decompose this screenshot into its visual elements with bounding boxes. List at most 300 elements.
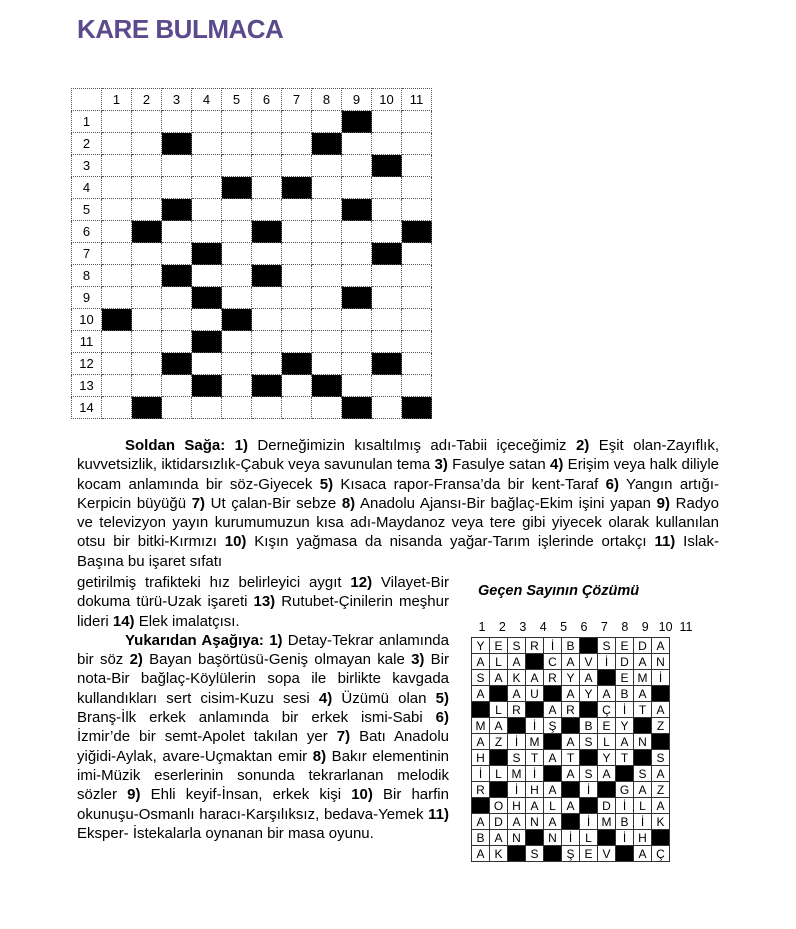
solution-row [472,670,670,686]
solution-letter: A [580,670,598,686]
grid-cell[interactable] [222,199,252,221]
solution-column-numbers [471,620,711,634]
solution-letter: İ [598,654,616,670]
grid-cell[interactable] [282,133,312,155]
solution-black-cell [544,734,562,750]
solution-letter: A [508,686,526,702]
grid-cell[interactable] [192,199,222,221]
grid-corner [72,89,102,111]
grid-cell[interactable] [132,199,162,221]
grid-cell[interactable] [282,265,312,287]
solution-letter: A [544,782,562,798]
solution-letter: E [616,670,634,686]
grid-cell[interactable] [102,177,132,199]
grid-cell[interactable] [252,199,282,221]
black-cell [162,199,192,221]
grid-row [72,375,432,397]
solution-black-cell [562,782,580,798]
column-number: 9 [342,89,372,111]
solution-letter: Z [652,718,670,734]
grid-cell[interactable] [222,287,252,309]
grid-cell[interactable] [312,397,342,419]
solution-letter: A [490,830,508,846]
grid-row [72,309,432,331]
grid-cell[interactable] [312,265,342,287]
grid-cell[interactable] [192,111,222,133]
solution-letter: M [472,718,490,734]
grid-cell[interactable] [132,111,162,133]
grid-cell[interactable] [222,375,252,397]
grid-cell[interactable] [162,309,192,331]
solution-row [472,638,670,654]
clue-number: 10) [351,786,373,804]
solution-letter: N [544,830,562,846]
grid-cell[interactable] [102,375,132,397]
grid-cell[interactable] [132,287,162,309]
solution-letter: L [598,734,616,750]
grid-cell[interactable] [372,309,402,331]
grid-cell[interactable] [162,177,192,199]
solution-letter: İ [544,638,562,654]
black-cell [402,397,432,419]
grid-cell[interactable] [282,287,312,309]
grid-cell[interactable] [372,397,402,419]
black-cell [372,353,402,375]
solution-letter: H [526,782,544,798]
solution-letter: A [508,814,526,830]
solution-letter: İ [634,814,652,830]
grid-cell[interactable] [222,397,252,419]
grid-cell[interactable] [402,133,432,155]
solution-letter: R [526,638,544,654]
column-number: 10 [372,89,402,111]
grid-cell[interactable] [102,133,132,155]
black-cell [282,177,312,199]
grid-cell[interactable] [312,331,342,353]
grid-cell[interactable] [282,111,312,133]
solution-letter: G [616,782,634,798]
solution-black-cell [508,718,526,734]
grid-cell[interactable] [312,243,342,265]
solution-letter: A [616,734,634,750]
grid-cell[interactable] [102,397,132,419]
black-cell [192,375,222,397]
solution-letter: A [634,654,652,670]
solution-row [472,782,670,798]
grid-cell[interactable] [102,111,132,133]
clue-text: Üzümü olan [332,689,436,707]
solution-letter: S [580,734,598,750]
grid-cell[interactable] [312,309,342,331]
grid-cell[interactable] [132,133,162,155]
black-cell [192,287,222,309]
grid-cell[interactable] [372,199,402,221]
grid-cell[interactable] [162,397,192,419]
solution-letter: L [490,766,508,782]
clue-text: Bir nota-Bir bağlaç-Köylülerin sopa ile birlikte kavgada kullandıkları sert cisim-Kuzu sesi [77,651,450,707]
solution-letter: A [652,798,670,814]
grid-cell[interactable] [252,397,282,419]
grid-cell[interactable] [252,177,282,199]
row-number: 2 [72,133,102,155]
clue-number: 1) [269,631,283,649]
grid-cell[interactable] [192,353,222,375]
black-cell [132,397,162,419]
solution-row [472,686,670,702]
grid-cell[interactable] [222,353,252,375]
grid-cell[interactable] [372,375,402,397]
grid-cell[interactable] [342,331,372,353]
solution-letter: A [472,654,490,670]
grid-cell[interactable] [312,155,342,177]
grid-cell[interactable] [282,397,312,419]
grid-cell[interactable] [372,111,402,133]
solution-letter: A [490,670,508,686]
solution-letter: İ [508,782,526,798]
solution-letter: H [508,798,526,814]
grid-cell[interactable] [282,331,312,353]
clue-number: 7) [191,494,206,512]
solution-letter: E [616,638,634,654]
solution-column-number: 3 [519,620,527,634]
grid-cell[interactable] [222,221,252,243]
grid-cell[interactable] [282,199,312,221]
solution-letter: Ş [562,846,580,862]
grid-row [72,243,432,265]
clue-number: 5) [319,475,334,493]
down-heading: Yukarıdan Aşağıya: [125,631,264,649]
solution-black-cell [580,750,598,766]
grid-cell[interactable] [132,353,162,375]
solution-letter: S [526,846,544,862]
grid-cell[interactable] [162,243,192,265]
solution-letter: B [562,638,580,654]
clue-text: Kısaca rapor-Fransa’da bir kent-Taraf [333,475,606,493]
solution-row [472,766,670,782]
grid-cell[interactable] [402,199,432,221]
solution-column-number: 5 [560,620,568,634]
grid-cell[interactable] [402,111,432,133]
solution-letter: M [598,814,616,830]
grid-cell[interactable] [192,265,222,287]
solution-letter: H [634,830,652,846]
grid-cell[interactable] [132,177,162,199]
black-cell [252,265,282,287]
grid-cell[interactable] [252,287,282,309]
grid-cell[interactable] [342,309,372,331]
black-cell [132,221,162,243]
solution-letter: A [598,686,616,702]
grid-cell[interactable] [132,155,162,177]
grid-cell[interactable] [102,265,132,287]
grid-cell[interactable] [342,353,372,375]
solution-letter: Z [490,734,508,750]
solution-black-cell [526,830,544,846]
solution-letter: M [634,670,652,686]
solution-row [472,702,670,718]
solution-letter: T [634,702,652,718]
solution-black-cell [472,702,490,718]
solution-black-cell [580,798,598,814]
grid-cell[interactable] [132,265,162,287]
clue-number: 2) [129,651,143,669]
grid-cell[interactable] [282,309,312,331]
grid-cell[interactable] [222,331,252,353]
solution-row [472,846,670,862]
grid-cell[interactable] [162,375,192,397]
solution-letter: T [616,750,634,766]
grid-cell[interactable] [402,243,432,265]
solution-letter: R [472,782,490,798]
grid-cell[interactable] [222,111,252,133]
grid-cell[interactable] [132,331,162,353]
grid-cell[interactable] [192,155,222,177]
grid-cell[interactable] [162,331,192,353]
grid-cell[interactable] [102,199,132,221]
clue-text: Eksper- İstekalarla oynanan bir masa oyunu. [77,824,374,842]
grid-row [72,397,432,419]
grid-cell[interactable] [132,309,162,331]
grid-cell[interactable] [402,177,432,199]
solution-letter: A [652,702,670,718]
grid-cell[interactable] [372,133,402,155]
grid-cell[interactable] [402,265,432,287]
grid-cell[interactable] [372,287,402,309]
grid-cell[interactable] [312,353,342,375]
solution-letter: K [508,670,526,686]
grid-cell[interactable] [342,155,372,177]
grid-row [72,331,432,353]
solution-letter: K [490,846,508,862]
clue-number: 6) [435,709,449,727]
row-number: 11 [72,331,102,353]
grid-cell[interactable] [162,221,192,243]
clue-text: Detay-Tekrar anlamında bir söz [77,631,449,669]
column-number: 8 [312,89,342,111]
grid-cell[interactable] [342,177,372,199]
row-number: 12 [72,353,102,375]
grid-cell[interactable] [102,221,132,243]
solution-letter: A [544,814,562,830]
solution-letter: U [526,686,544,702]
clue-number: 12) [350,574,373,591]
grid-cell[interactable] [162,111,192,133]
grid-cell[interactable] [132,375,162,397]
grid-cell[interactable] [102,353,132,375]
grid-cell[interactable] [282,221,312,243]
solution-letter: D [616,654,634,670]
solution-letter: Y [598,750,616,766]
column-number: 7 [282,89,312,111]
clue-number: 10) [224,533,247,551]
solution-letter: İ [616,798,634,814]
solution-letter: B [616,686,634,702]
grid-cell[interactable] [282,243,312,265]
across-clue-list-continued [77,574,449,630]
clue-number: 4) [550,456,564,474]
solution-row [472,734,670,750]
grid-cell[interactable] [222,155,252,177]
grid-row [72,265,432,287]
grid-cell[interactable] [372,177,402,199]
solution-letter: İ [472,766,490,782]
grid-cell[interactable] [312,199,342,221]
grid-cell[interactable] [222,133,252,155]
grid-cell[interactable] [312,111,342,133]
solution-black-cell [490,750,508,766]
grid-cell[interactable] [312,221,342,243]
solution-letter: D [598,798,616,814]
solution-letter: B [616,814,634,830]
grid-cell[interactable] [162,287,192,309]
grid-cell[interactable] [312,287,342,309]
row-number: 8 [72,265,102,287]
column-number: 1 [102,89,132,111]
solution-black-cell [544,846,562,862]
solution-letter: İ [616,830,634,846]
row-number: 10 [72,309,102,331]
grid-cell[interactable] [252,155,282,177]
clue-number: 13) [253,593,276,611]
grid-cell[interactable] [162,155,192,177]
column-number: 2 [132,89,162,111]
grid-cell[interactable] [372,331,402,353]
grid-cell[interactable] [252,353,282,375]
crossword-grid [71,88,432,419]
solution-letter: İ [526,718,544,734]
clue-number: 2) [575,437,590,454]
clue-number: 5) [435,689,450,707]
solution-column-number: 10 [658,620,673,634]
solution-letter: İ [562,830,580,846]
solution-black-cell [652,734,670,750]
row-number: 9 [72,287,102,309]
grid-cell[interactable] [192,397,222,419]
black-cell [102,309,132,331]
solution-black-cell [616,766,634,782]
clue-number: 8) [312,747,327,765]
grid-cell[interactable] [102,243,132,265]
grid-cell[interactable] [402,331,432,353]
grid-cell[interactable] [222,265,252,287]
clue-text: Batı Anadolu yiğidi-Aylak, avare-Uçmaktan emir [77,728,449,765]
solution-black-cell [634,750,652,766]
clue-text: Bayan başörtüsü-Geniş olmayan kale [142,651,412,669]
solution-letter: A [634,846,652,862]
clue-number: 3) [434,456,448,474]
solution-letter: İ [580,782,598,798]
grid-cell[interactable] [402,353,432,375]
grid-cell[interactable] [342,375,372,397]
grid-cell[interactable] [372,265,402,287]
grid-cell[interactable] [342,133,372,155]
row-number: 13 [72,375,102,397]
grid-row [72,353,432,375]
grid-cell[interactable] [252,309,282,331]
solution-letter: S [472,670,490,686]
solution-row [472,814,670,830]
solution-column-number: 7 [600,620,608,634]
grid-cell[interactable] [192,177,222,199]
grid-cell[interactable] [402,287,432,309]
solution-letter: D [490,814,508,830]
clue-number: 7) [336,728,351,746]
grid-cell[interactable] [402,155,432,177]
solution-letter: İ [652,670,670,686]
solution-letter: T [562,750,580,766]
grid-cell[interactable] [372,221,402,243]
solution-letter: İ [616,702,634,718]
black-cell [252,221,282,243]
grid-cell[interactable] [132,243,162,265]
clue-text: Erişim veya halk diliyle kocam anlamında bir söz-Giyecek [77,456,719,493]
solution-letter: Y [472,638,490,654]
grid-cell[interactable] [282,155,312,177]
grid-cell[interactable] [312,177,342,199]
clue-text: Fasulye satan [447,456,551,474]
grid-cell[interactable] [402,309,432,331]
black-cell [162,265,192,287]
black-cell [342,111,372,133]
grid-cell[interactable] [192,309,222,331]
grid-cell[interactable] [282,375,312,397]
grid-cell[interactable] [222,243,252,265]
across-heading: Soldan Sağa: [125,437,226,454]
clue-text: getirilmiş trafikteki hız belirleyici aygıt [77,574,351,591]
solution-letter: A [472,846,490,862]
solution-letter: A [634,686,652,702]
solution-black-cell [652,686,670,702]
grid-cell[interactable] [102,331,132,353]
clue-number: 9) [656,494,670,512]
solution-black-cell [472,798,490,814]
grid-row [72,133,432,155]
solution-letter: R [508,702,526,718]
clue-text: Kışın yağmasa da nisanda yağar-Tarım işlerinde ortakçı [246,533,655,551]
solution-letter: A [652,766,670,782]
grid-cell[interactable] [252,243,282,265]
grid-cell[interactable] [342,243,372,265]
solution-letter: Y [562,670,580,686]
clue-number: 1) [234,437,249,454]
solution-letter: N [526,814,544,830]
solution-column-number: 8 [621,620,629,634]
solution-row [472,798,670,814]
solution-black-cell [580,702,598,718]
solution-column-number: 4 [539,620,547,634]
grid-cell[interactable] [192,133,222,155]
grid-cell[interactable] [102,287,132,309]
grid-cell[interactable] [252,111,282,133]
solution-letter: L [634,798,652,814]
grid-cell[interactable] [402,375,432,397]
black-cell [342,397,372,419]
grid-cell[interactable] [342,221,372,243]
clue-number: 4) [318,689,333,707]
grid-cell[interactable] [192,221,222,243]
grid-cell[interactable] [342,265,372,287]
solution-letter: S [652,750,670,766]
solution-black-cell [508,846,526,862]
clue-text: Derneğimizin kısaltılmış adı-Tabii içeceğimiz [248,437,576,454]
clue-number: 6) [605,475,619,493]
grid-cell[interactable] [102,155,132,177]
grid-cell[interactable] [252,133,282,155]
grid-cell[interactable] [252,331,282,353]
solution-letter: B [580,718,598,734]
solution-letter: R [562,702,580,718]
solution-black-cell [598,670,616,686]
